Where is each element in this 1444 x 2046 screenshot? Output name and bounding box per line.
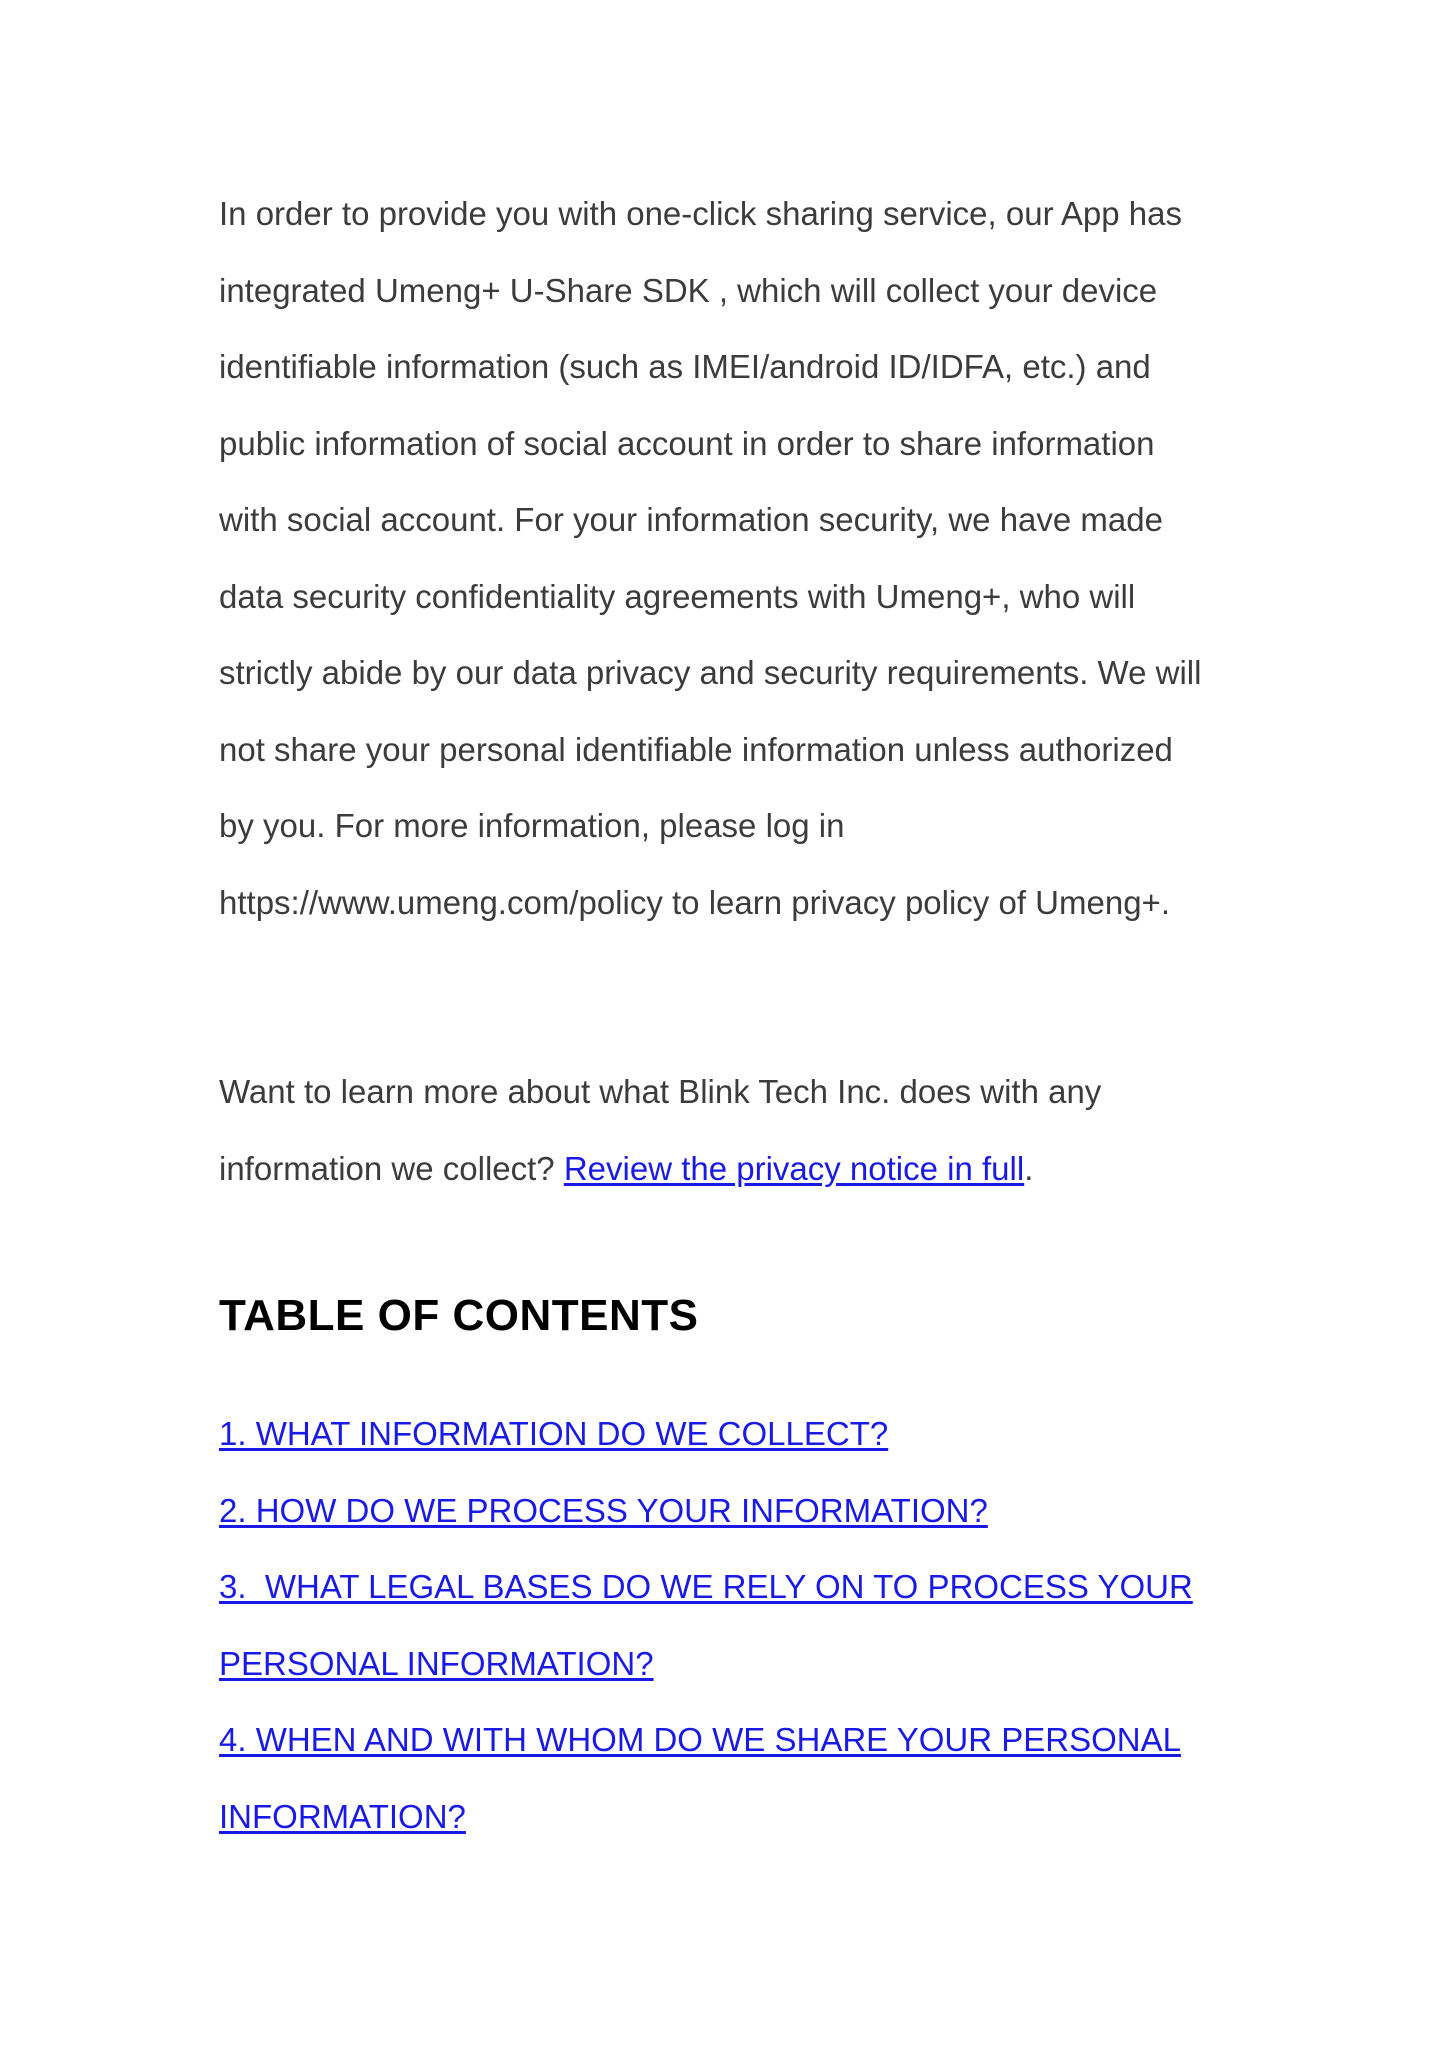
toc-list — [219, 1396, 1249, 1855]
toc-link-legal-bases[interactable]: 3. WHAT LEGAL BASES DO WE RELY ON TO PROCESS YOUR PERSONAL INFORMATION? — [219, 1568, 1193, 1682]
paragraph-line: identifiable information (such as IMEI/android ID/IDFA, etc.) and — [219, 348, 1151, 385]
paragraph-line: public information of social account in order to share information — [219, 424, 1155, 462]
paragraph-line: not share your personal identifiable information unless authorized — [219, 730, 1173, 768]
paragraph-line: In order to provide you with one-click sharing service, our App has — [219, 195, 1182, 232]
learn-more-paragraph — [219, 1054, 1239, 1207]
umeng-sdk-paragraph — [219, 176, 1239, 941]
toc-link-how-process[interactable]: 2. HOW DO WE PROCESS YOUR INFORMATION? — [219, 1491, 988, 1529]
learn-more-line: Want to learn more about what Blink Tech Inc. does with any — [219, 1073, 1102, 1110]
toc-link-what-information[interactable]: 1. WHAT INFORMATION DO WE COLLECT? — [219, 1415, 889, 1452]
toc-link-share-information[interactable]: 4. WHEN AND WITH WHOM DO WE SHARE YOUR PERSONAL INFORMATION? — [219, 1721, 1181, 1835]
toc-item — [219, 1396, 1249, 1473]
review-privacy-notice-link[interactable]: Review the privacy notice in full — [563, 1149, 1025, 1187]
toc-item — [219, 1473, 1249, 1550]
toc-item — [219, 1702, 1249, 1855]
learn-more-prefix: information we collect? — [219, 1149, 564, 1187]
paragraph-line: strictly abide by our data privacy and security requirements. We will — [219, 654, 1202, 691]
paragraph-line: by you. For more information, please log in — [219, 807, 845, 844]
paragraph-line: data security confidentiality agreements with Umeng+, who will — [219, 577, 1136, 615]
toc-item — [219, 1549, 1249, 1702]
paragraph-line: integrated Umeng+ U-Share SDK , which will collect your device — [219, 271, 1158, 309]
learn-more-suffix: . — [1024, 1149, 1034, 1187]
paragraph-line: with social account. For your information security, we have made — [219, 501, 1163, 538]
toc-heading: TABLE OF CONTENTS — [219, 1291, 699, 1340]
paragraph-line: https://www.umeng.com/policy to learn privacy policy of Umeng+. — [219, 883, 1170, 921]
